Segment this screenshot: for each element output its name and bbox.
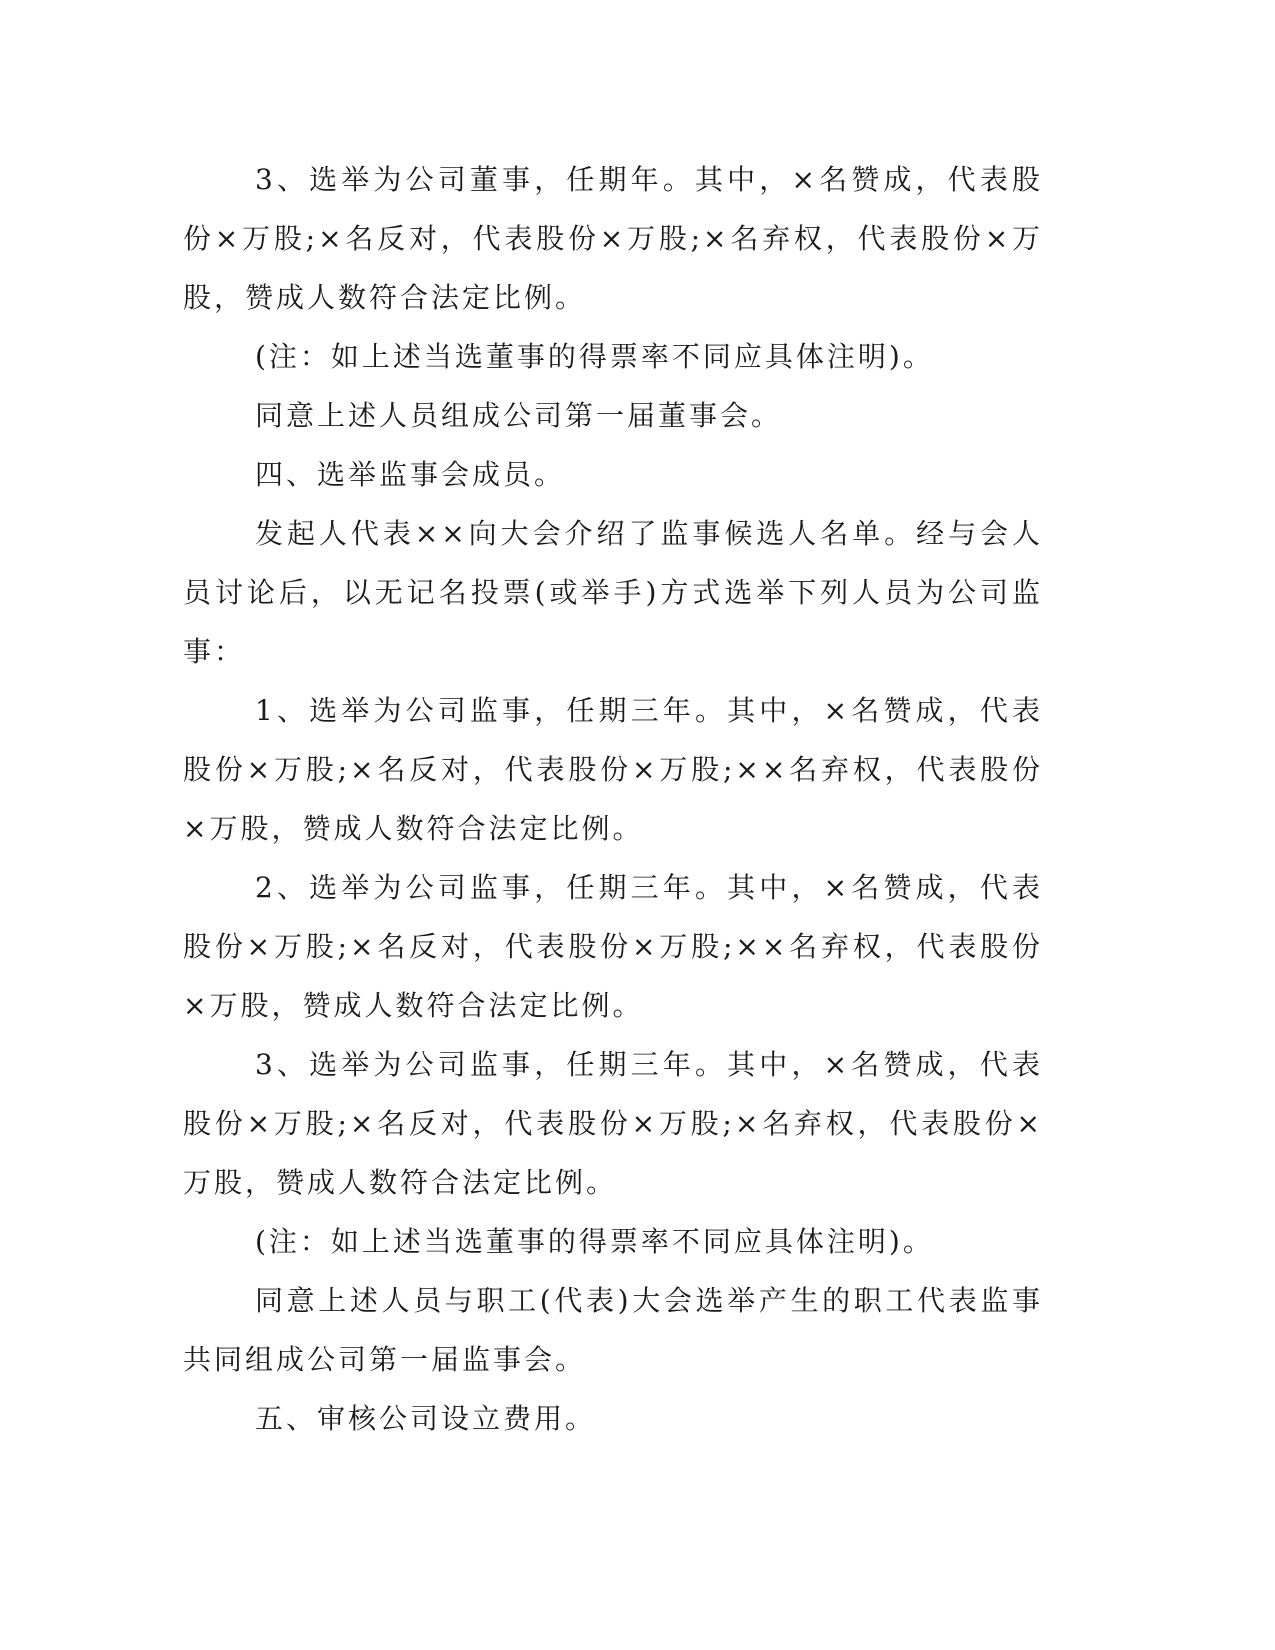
- paragraph-director-election-3: 3、选举为公司董事，任期年。其中，×名赞成，代表股份×万股;×名反对，代表股份×万股;×名弃权，代表股份×万股，赞成人数符合法定比例。: [183, 163, 1043, 314]
- paragraph-supervisor-election-3: 3、选举为公司监事，任期三年。其中，×名赞成，代表股份×万股;×名反对，代表股份×万股;×名弃权，代表股份×万股，赞成人数符合法定比例。: [183, 1048, 1043, 1199]
- paragraph-supervisory-board-approval: 同意上述人员与职工(代表)大会选举产生的职工代表监事共同组成公司第一届监事会。: [183, 1284, 1043, 1376]
- paragraph-supervisor-election-1: 1、选举为公司监事，任期三年。其中，×名赞成，代表股份×万股;×名反对，代表股份×万股;××名弃权，代表股份×万股，赞成人数符合法定比例。: [183, 694, 1043, 845]
- section-heading-supervisor-election: 四、选举监事会成员。: [255, 458, 566, 491]
- paragraph-supervisor-note: (注：如上述当选董事的得票率不同应具体注明)。: [255, 1225, 934, 1258]
- document-body: [183, 150, 1043, 1448]
- paragraph-supervisor-candidates: 发起人代表××向大会介绍了监事候选人名单。经与会人员讨论后，以无记名投票(或举手)方式选举下列人员为公司监事：: [183, 517, 1043, 668]
- paragraph-board-approval: 同意上述人员组成公司第一届董事会。: [255, 399, 783, 432]
- section-heading-setup-expenses: 五、审核公司设立费用。: [255, 1402, 597, 1435]
- paragraph-director-note: (注：如上述当选董事的得票率不同应具体注明)。: [255, 340, 934, 373]
- paragraph-supervisor-election-2: 2、选举为公司监事，任期三年。其中，×名赞成，代表股份×万股;×名反对，代表股份×万股;××名弃权，代表股份×万股，赞成人数符合法定比例。: [183, 871, 1043, 1022]
